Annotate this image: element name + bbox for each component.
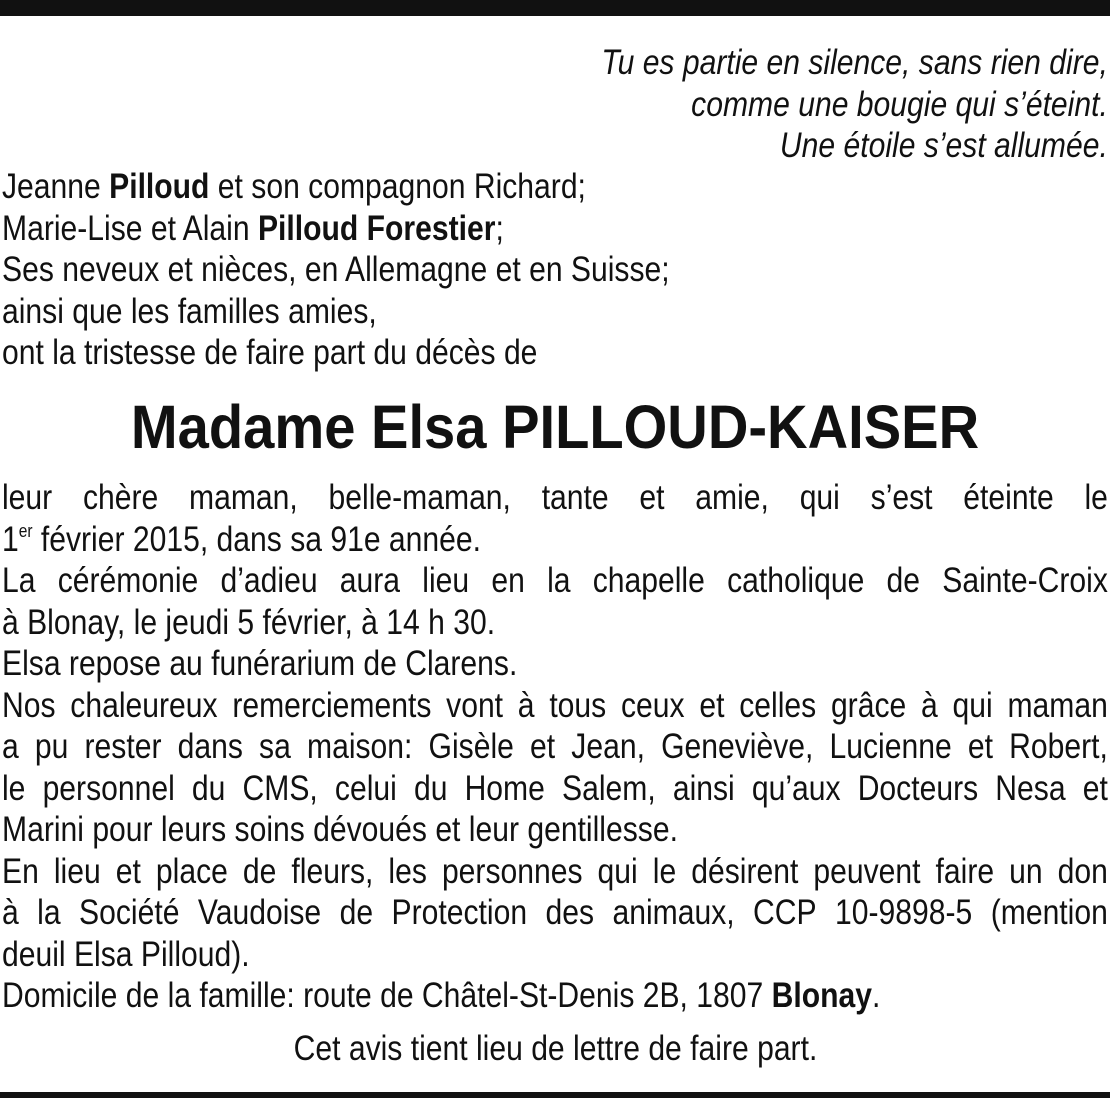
body-line — [2, 685, 1108, 727]
body-line: Elsa repose au funérarium de Clarens. — [2, 644, 518, 683]
body-word: leur — [2, 478, 53, 517]
ordinal-suffix: er — [18, 520, 33, 541]
body-word: belle-maman, — [328, 478, 511, 517]
body-word: Gisèle — [428, 727, 514, 766]
body-word: qu’aux — [751, 768, 841, 808]
family-line: ont la tristesse de faire part du décès de — [2, 333, 538, 372]
body-word: rester — [84, 727, 162, 766]
body-word: et — [115, 851, 141, 891]
body-word: La — [2, 561, 36, 600]
date-day: 1 — [2, 519, 19, 559]
body-text: . — [871, 976, 881, 1015]
notice-body — [2, 477, 1108, 1017]
body-word: un — [1009, 851, 1043, 891]
body-word: amie, — [695, 478, 769, 517]
body-word: fleurs, — [291, 851, 374, 891]
bottom-rule — [0, 1092, 1110, 1098]
body-line — [2, 892, 1108, 934]
body-word: tous — [549, 685, 607, 725]
body-word: celui — [334, 768, 397, 808]
body-word: animaux, — [612, 893, 735, 932]
body-word: tante — [541, 478, 609, 517]
body-word: grâce — [830, 685, 907, 725]
body-word: Jean, — [571, 727, 645, 766]
closing-text: Cet avis tient lieu de lettre de faire part. — [293, 1029, 817, 1068]
body-word: s’est — [870, 478, 933, 517]
body-word: Société — [79, 893, 180, 932]
body-line — [2, 851, 1108, 893]
body-word: CCP — [753, 893, 817, 932]
poem-epigraph — [602, 42, 1108, 167]
body-word: catholique — [727, 561, 865, 600]
body-word: CMS, — [242, 768, 318, 808]
body-word: d’adieu — [220, 561, 318, 600]
body-word: peuvent — [813, 851, 921, 891]
body-word: a — [2, 727, 19, 766]
body-word: cérémonie — [57, 561, 199, 600]
family-line — [2, 166, 670, 208]
body-word: et — [639, 478, 665, 517]
family-announcement — [2, 166, 670, 374]
body-word: pu — [34, 727, 69, 766]
deceased-name-heading — [0, 392, 1110, 462]
body-word: la — [547, 561, 571, 600]
body-word: le — [2, 768, 26, 808]
body-word: maman, — [189, 478, 298, 517]
body-word: Nos — [2, 685, 56, 725]
body-word: place — [155, 851, 228, 891]
family-text: Marie-Lise et Alain — [2, 208, 258, 248]
deceased-name: Madame Elsa PILLOUD-KAISER — [130, 393, 980, 461]
body-word: de — [886, 561, 921, 600]
body-word: et — [967, 727, 993, 766]
body-word: en — [491, 561, 525, 600]
body-word: qui — [597, 851, 638, 891]
body-word: Docteurs — [857, 768, 979, 808]
body-word: remerciements — [232, 685, 432, 725]
body-word: chère — [82, 478, 159, 517]
body-word: aura — [339, 561, 401, 600]
body-text: février 2015, dans sa 91e année. — [32, 519, 481, 559]
family-line: ainsi que les familles amies, — [2, 291, 377, 331]
poem-line: Tu es partie en silence, sans rien dire, — [601, 43, 1108, 82]
body-word: personnes — [441, 851, 583, 891]
body-line — [2, 477, 1108, 519]
body-word: chaleureux — [70, 685, 218, 725]
body-word: du — [413, 768, 448, 808]
body-word: don — [1057, 851, 1108, 891]
body-line — [2, 768, 1108, 810]
body-word: qui — [952, 685, 993, 725]
body-word: dans — [177, 727, 243, 766]
body-word: vont — [446, 685, 504, 725]
body-word: désirent — [691, 851, 799, 891]
body-word: à — [2, 893, 19, 932]
family-line — [2, 208, 670, 250]
family-text: ; — [495, 208, 504, 248]
body-word: du — [191, 768, 226, 808]
body-line — [2, 519, 1108, 561]
body-line — [2, 560, 1108, 602]
body-word: personnel — [42, 768, 175, 808]
body-word: sa — [259, 727, 291, 766]
body-word: maman — [1007, 685, 1108, 725]
body-word: et — [1082, 768, 1108, 808]
body-word: de — [242, 851, 277, 891]
poem-line: comme une bougie qui s’éteint. — [691, 84, 1108, 124]
body-word: Sainte-Croix — [942, 561, 1108, 600]
body-word: les — [388, 851, 427, 891]
body-line — [2, 726, 1108, 768]
body-word: lieu — [422, 561, 470, 600]
body-word: qui — [799, 478, 840, 517]
closing-line — [0, 1028, 1110, 1070]
top-rule — [0, 0, 1110, 16]
body-word: lieu — [53, 851, 101, 891]
body-word: Salem, — [562, 768, 656, 808]
body-word: Home — [464, 768, 545, 808]
body-word: des — [545, 893, 595, 932]
body-word: chapelle — [592, 561, 705, 600]
body-word: Robert, — [1009, 727, 1108, 766]
body-line: Marini pour leurs soins dévoués et leur gentillesse. — [2, 810, 678, 849]
family-line: Ses neveux et nièces, en Allemagne et en Suisse; — [2, 250, 670, 289]
family-surname: Pilloud Forestier — [257, 208, 496, 248]
poem-line: Une étoile s’est allumée. — [780, 126, 1108, 165]
body-word: et — [530, 727, 556, 766]
family-text: Jeanne — [2, 167, 110, 206]
body-word: celles — [739, 685, 817, 725]
body-word: éteinte — [963, 478, 1054, 517]
body-word: En — [2, 851, 39, 891]
body-word: maison: — [307, 727, 413, 766]
body-word: (mention — [990, 893, 1108, 932]
body-word: la — [37, 893, 61, 932]
body-word: le — [652, 851, 677, 891]
body-word: Vaudoise — [197, 893, 322, 932]
body-word: à — [921, 685, 938, 725]
body-word: et — [699, 685, 725, 725]
body-word: Protection — [391, 893, 528, 932]
body-word: Nesa — [995, 768, 1066, 808]
body-word: 10-9898-5 — [835, 893, 973, 932]
body-text: Domicile de la famille: route de Châtel-St-Denis 2B, 1807 — [2, 976, 772, 1015]
body-word: de — [339, 893, 374, 932]
body-word: Geneviève, — [661, 727, 814, 766]
family-surname: Pilloud — [109, 167, 210, 206]
body-line: à Blonay, le jeudi 5 février, à 14 h 30. — [2, 602, 496, 642]
body-word: faire — [935, 851, 995, 891]
town-name: Blonay — [771, 976, 872, 1015]
family-text: et son compagnon Richard; — [209, 167, 586, 206]
body-word: à — [517, 685, 535, 725]
body-line — [2, 975, 1108, 1017]
body-word: ceux — [620, 685, 685, 725]
body-word: ainsi — [672, 768, 735, 808]
body-line: deuil Elsa Pilloud). — [2, 934, 250, 974]
body-word: Lucienne — [829, 727, 952, 766]
body-word: le — [1084, 478, 1108, 517]
